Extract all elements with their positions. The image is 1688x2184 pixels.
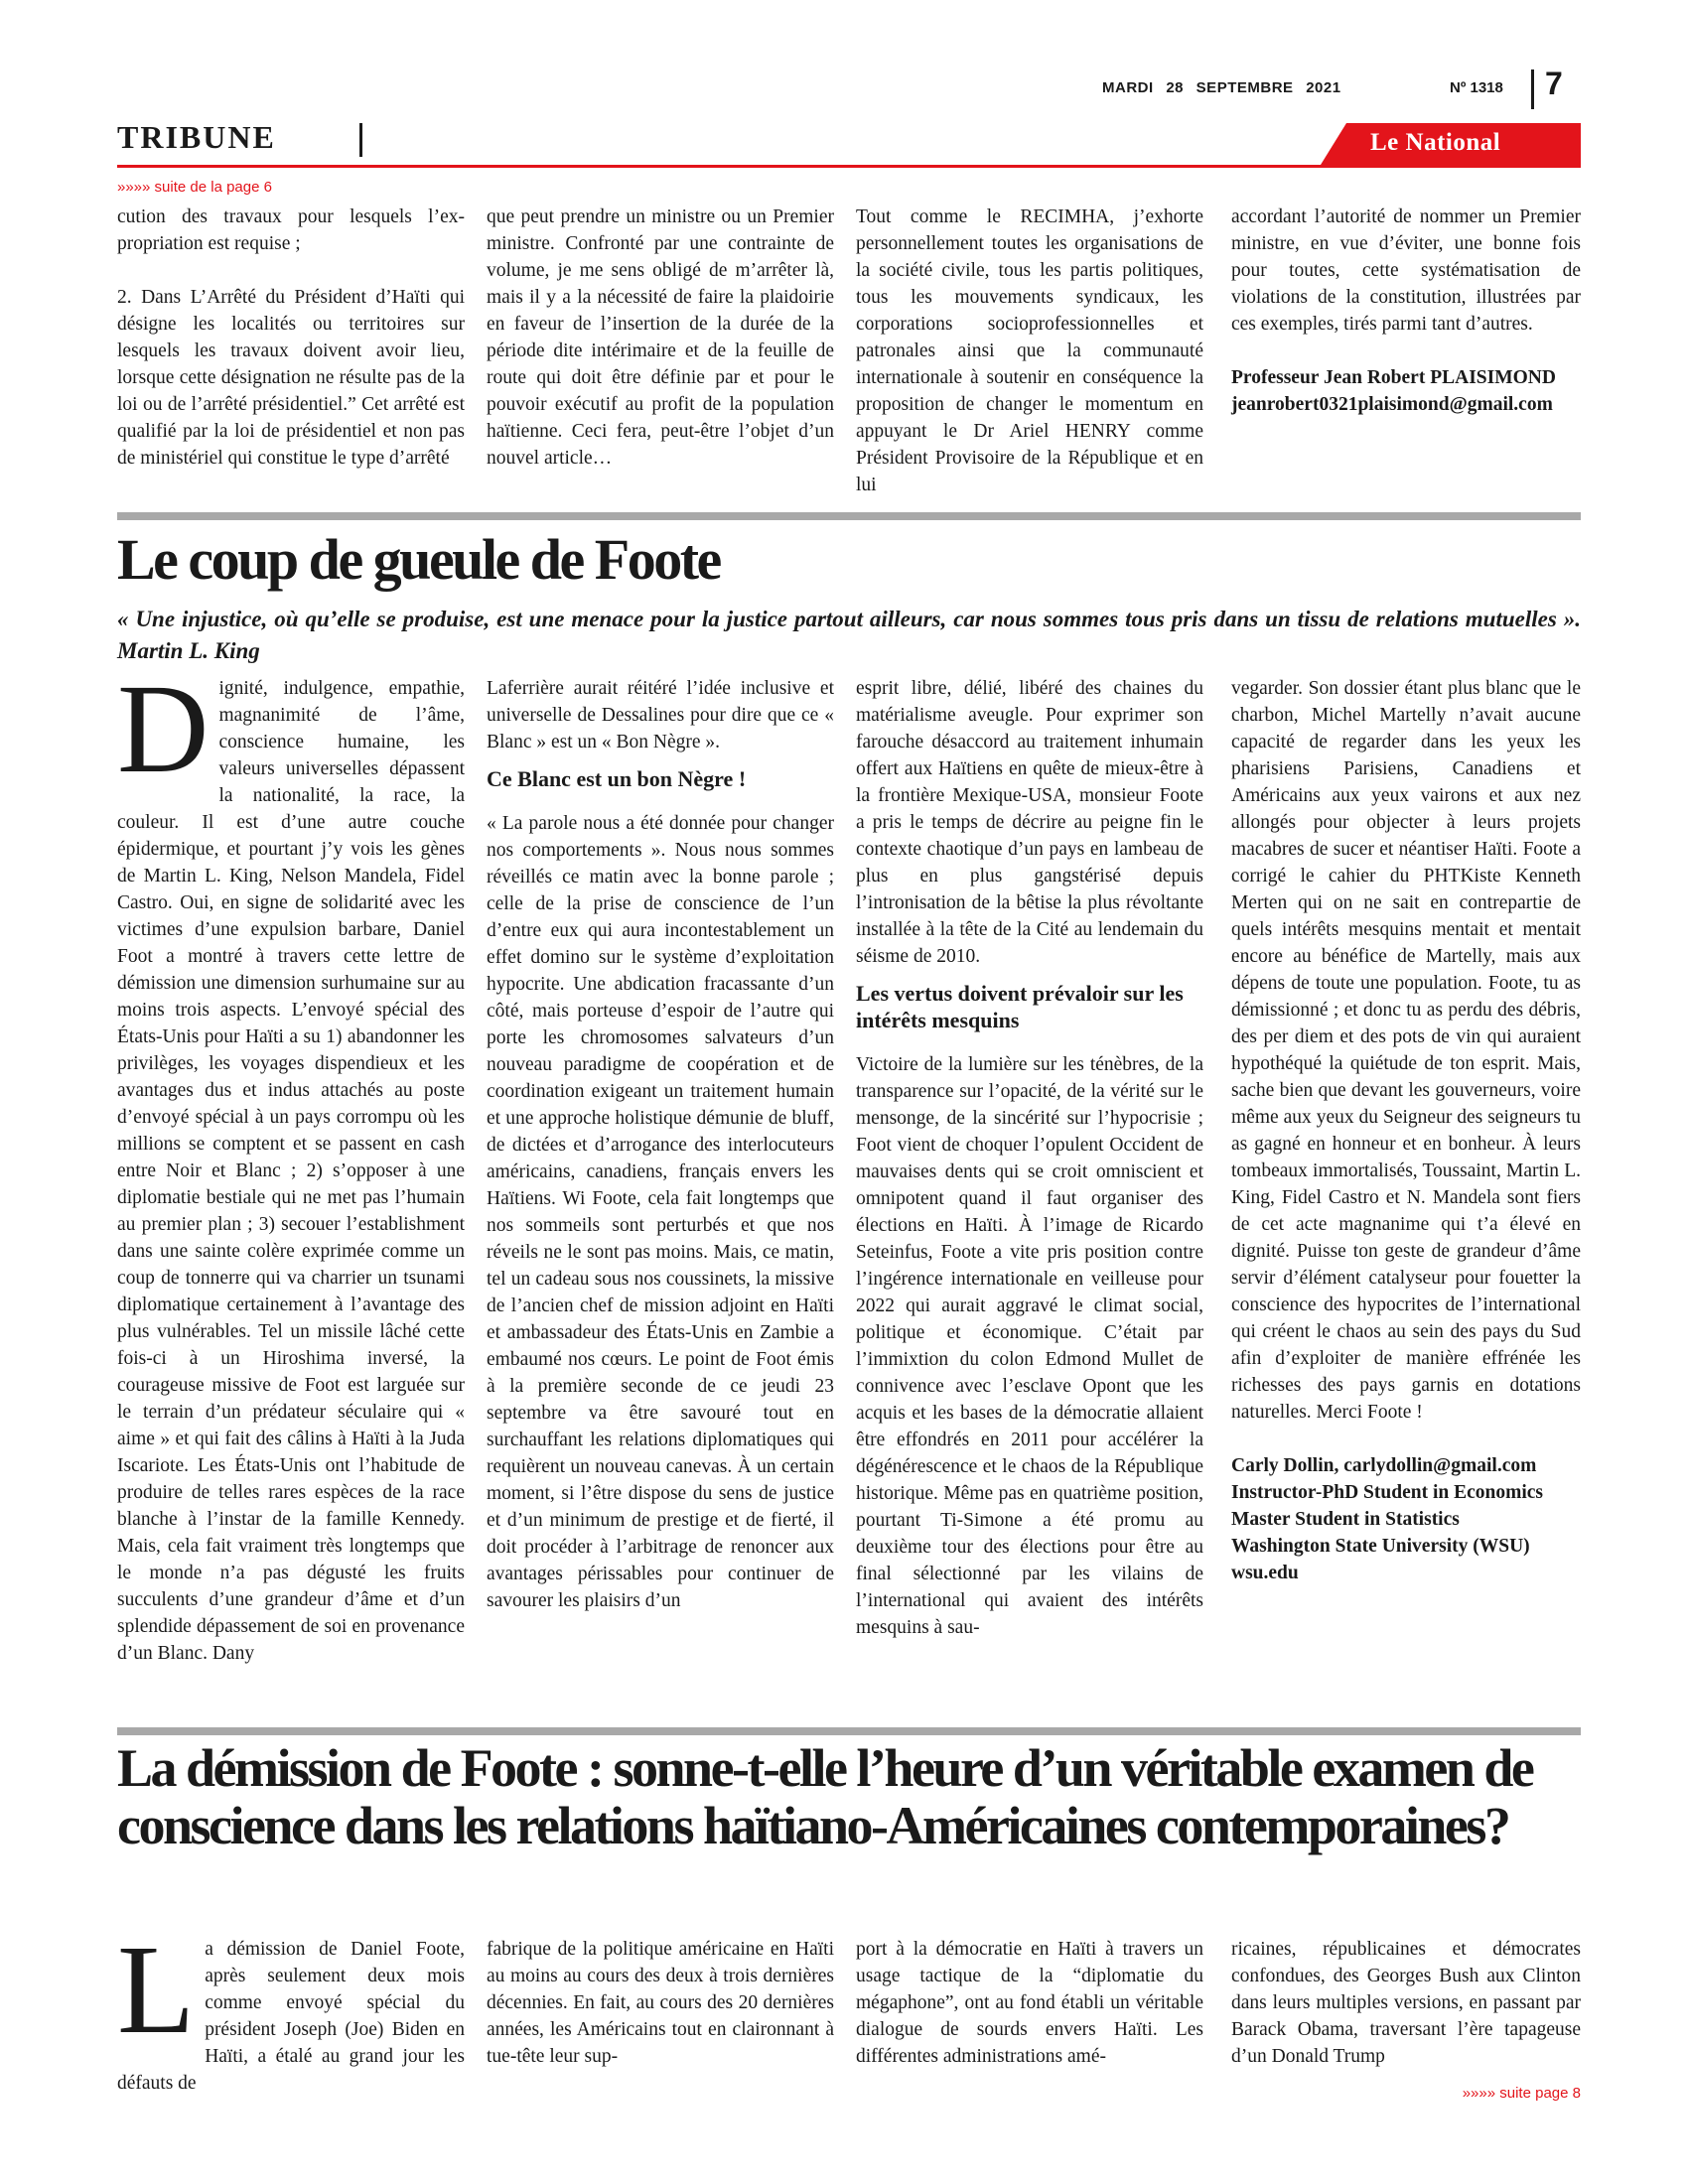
section-title: TRIBUNE: [117, 119, 276, 155]
paragraph: Victoire de la lumière sur les ténèbres, de la transparence sur l’opacité, de la vérité sur le mensonge, de la sincérité sur l’hypocrisie ; Foot vient de choquer l’opulent Occident de mauvaises dents qui se croit omniscient et omnipotent quand il faut organiser des élections en Haïti. À l’image de Ricardo Seteinfus, Foote a vite pris position contre l’ingérence internationale en veilleuse pour 2022 qui aurait aggravé le climat social, politique et économique. C’était par l’immixtion du colon Edmond Mullet de connivence avec l’esclave Opont que les acquis et les bases de la démocratie allaient être effondrés en 2011 pour accélérer la dégénérescence et le chaos de la République historique. Même pas en quatrième position, pourtant Ti-Simone a été promu au deuxième tour des élections pour être au final sélectionné par les vilains de l’international qui avaient des intérêts mesquins à sau-: [856, 1054, 1203, 1638]
paragraph: ricaines, républicaines et démocrates confondues, des Georges Bush aux Clinton dans leurs multiples versions, en passant par Barack Obama, traversant l’ère tapageuse d’un Donald Trump: [1231, 1939, 1581, 2067]
paragraph: cution des travaux pour lesquels l’ex-propriation est requise ;: [117, 206, 465, 254]
newspaper-name: Le National: [1370, 129, 1501, 156]
article2-column-1: [117, 1919, 465, 2097]
article-headline: La démission de Foote : sonne-t-elle l’heure d’un véritable examen de conscience dans les relations haïtiano-Américaines contemporaines?: [117, 1738, 1533, 1855]
paragraph: 2. Dans L’Arrêté du Président d’Haïti qui désigne les localités ou territoires sur lesquels les travaux doivent avoir lieu, lorsque cette désignation ne résulte pas de la loi ou de l’arrêté présidentiel.” Cet arrêté est qualifié par la loi de présidentiel et non pas de ministériel qui constitue le type d’arrêté: [117, 287, 465, 469]
author-title: Instructor-PhD Student in Economics: [1231, 1482, 1543, 1503]
paragraph: esprit libre, délié, libéré des chaines du matérialisme aveugle. Pour exprimer son farouche désaccord au traitement inhumain offert aux Haïtiens en quête de mieux-être à la frontière Mexique-USA, monsieur Foote a pris le temps de décrire au peigne fin le contexte chaotique d’un pays en lambeau de plus en plus gangstérisé depuis l’intronisation de la bêtise la plus révoltante installée à la tête de la Cité au lendemain du séisme de 2010.: [856, 678, 1203, 967]
paragraph: ignité, indulgence, empathie, magnanimité de l’âme, conscience humaine, les valeurs universelles dépassent la nationalité, la race, la couleur. Il est d’une autre couche épidermique, et pourtant j’y vois les gènes de Martin L. King, Nelson Mandela, Fidel Castro. Oui, en signe de solidarité avec les victimes d’une expulsion barbare, Daniel Foot a montré à travers cette lettre de démission une dimension surhumaine sur au moins trois aspects. L’envoyé spécial des États-Unis pour Haïti a su 1) abandonner les privilèges, les voyages dispendieux et les avantages dus et indus attachés au poste d’envoyé spécial à un pays corrompu où les millions se comptent et se passent en cash entre Noir et Blanc ; 2) s’opposer à une diplomatie bestiale qui ne met pas l’humain au premier plan ; 3) secouer l’establishment dans une sainte colère exprimée comme un coup de tonnerre qui va charrier un tsunami diplomatique certainement à l’avantage des plus vulnérables. Tel un missile lâché cette fois-ci à un Hiroshima inversé, la courageuse missive de Foot est larguée sur le terrain d’un prédateur séculaire qui « aime » et qui fait des câlins à Haïti à la Juda Iscariote. Les États-Unis ont l’habitude de produire de telles rares espèces de la race blanche à l’instar de la famille Kennedy. Mais, cela fait vraiment très longtemps que le monde n’a pas dégusté les fruits succulents d’une grandeur d’âme et d’un splendide dépassement de soi en provenance d’un Blanc. Dany: [117, 678, 465, 1664]
paragraph: fabrique de la politique américaine en Haïti au moins au cours des deux à trois dernières décennies. En fait, au cours des 20 dernières années, les Américains tout en claironnant à tue-tête leur sup-: [487, 1939, 834, 2067]
paragraph: que peut prendre un ministre ou un Premier ministre. Confronté par une contrainte de volume, je me sens obligé de m’arrêter là, mais il y a la nécessité de faire la plaidoirie en faveur de l’insertion de la durée de la période dite intérimaire et de la feuille de route qui doit être définie par et pour le pouvoir exécutif au profit de la population haïtienne. Ceci fera, peut-être l’objet d’un nouvel article…: [487, 206, 834, 469]
author-affiliation: Washington State University (WSU): [1231, 1536, 1530, 1557]
issue-number: Nº 1318: [1450, 79, 1503, 96]
paragraph: a démission de Daniel Foote, après seulement deux mois comme envoyé spécial du président Joseph (Joe) Biden en Haïti, a étalé au grand jour les défauts de: [117, 1939, 465, 2094]
author-signature: Professeur Jean Robert PLAISIMOND: [1231, 367, 1556, 388]
prev-article-column-2: [487, 204, 834, 472]
paragraph: port à la démocratie en Haïti à travers un usage tactique de la “diplomatie du mégaphone”, ont au fond établi un véritable dialogue de sourds envers Haïti. Les différentes administrations amé-: [856, 1939, 1203, 2067]
section-rule: [117, 512, 1581, 520]
author-signature: Carly Dollin, carlydollin@gmail.com: [1231, 1455, 1537, 1476]
continued-to-link[interactable]: »»»» suite page 8: [1462, 2085, 1581, 2102]
section-rule: [117, 1727, 1581, 1735]
article1-column-1: [117, 658, 465, 1667]
paragraph: vegarder. Son dossier étant plus blanc que le charbon, Michel Martelly n’avait aucune capacité de regarder dans les yeux les pharisiens Parisiens, Canadiens et Américains aux yeux vairons et aux nez allongés pour objecter à leurs projets macabres de sucer et néantiser Haïti. Foote a corrigé le cahier du PHTKiste Kenneth Merten qui on ne sait en contrepartie de quels intérêts mesquins mentait et mentait encore au bénéfice de Martelly, mais aux dépens de toute une population. Foote, tu as démissionné ; et donc tu as perdu des débris, des per diem et des pots de vin qui auraient hypothéqué la quiétude de ton esprit. Mais, sache bien que devant les gouverneurs, voire même aux yeux du Seigneur des seigneurs tu as gagné en honneur et en bonheur. À leurs tombeaux immortalisés, Toussaint, Martin L. King, Fidel Castro et N. Mandela sont fiers de cet acte magnanime qui t’a élevé en dignité. Puisse ton geste de grandeur d’âme servir d’élément catalyseur pour fouetter la conscience des hypocrites de l’international qui créent le chaos au sein des pays du Sud afin d’exploiter de manière effrénée les richesses des pays garnis en dotations naturelles. Merci Foote !: [1231, 678, 1581, 1423]
issue-date: MARDI 28 SEPTEMBRE 2021: [1102, 79, 1341, 96]
paragraph: Laferrière aurait réitéré l’idée inclusive et universelle de Dessalines pour dire que ce « Blanc » est un « Bon Nègre ».: [487, 678, 834, 752]
article1-column-3: [856, 675, 1203, 1641]
article2-column-3: [856, 1936, 1203, 2070]
article-headline: Le coup de gueule de Foote: [117, 527, 720, 592]
brand-banner-slant: [1321, 123, 1346, 165]
author-title: Master Student in Statistics: [1231, 1509, 1460, 1530]
article2-column-2: [487, 1936, 834, 2070]
author-website[interactable]: wsu.edu: [1231, 1563, 1299, 1583]
continued-from-link[interactable]: »»»» suite de la page 6: [117, 179, 272, 196]
paragraph: Tout comme le RECIMHA, j’exhorte personnellement toutes les organisations de la société civile, tous les partis politiques, tous les mouvements syndicaux, les corporations socioprofessionnelles et patronales ainsi que la communauté internationale à soutenir en conséquence la proposition de changer le momentum en appuyant le Dr Ariel HENRY comme Président Provisoire de la République et en lui: [856, 206, 1203, 495]
subheading: Les vertus doivent prévaloir sur les intérêts mesquins: [856, 981, 1184, 1032]
header-divider: [1531, 69, 1534, 109]
page-number: 7: [1545, 66, 1563, 101]
article1-column-2: [487, 675, 834, 1614]
drop-cap: D: [117, 658, 210, 799]
paragraph: « La parole nous a été donnée pour changer nos comportements ». Nous nous sommes réveillés ce matin avec la bonne parole ; celle de la prise de conscience de l’un d’entre eux qui aura incontestablement un effet domino sur le système d’exploitation hypocrite. Une abdication fracassante d’un côté, mais porteuse d’espoir de l’autre qui porte les chromosomes salvateurs d’un nouveau paradigme de coopération et de coordination exigeant un traitement humain et une approche holistique démunie de bluff, de dictées et d’arrogance des interlocuteurs américains, canadiens, français envers les Haïtiens. Wi Foote, cela fait longtemps que nos sommeils sont perturbés et que nos réveils ne le sont pas moins. Mais, ce matin, tel un cadeau sous nos coussinets, la missive de l’ancien chef de mission adjoint en Haïti et ambassadeur des États-Unis en Zambie a embaumé nos cœurs. Le point de Foot émis à la première seconde de ce jeudi 23 septembre va être savouré tout en surchauffant les relations diplomatiques qui requièrent un nouveau canevas. À un certain moment, si l’être dispose du sens de justice et d’un minimum de prestige et de fierté, il doit procéder à l’arbitrage de renoncer aux avantages périssables pour continuer de savourer les plaisirs d’un: [487, 813, 834, 1611]
subheading: Ce Blanc est un bon Nègre !: [487, 766, 747, 791]
section-divider: [359, 123, 362, 157]
article2-column-4: [1231, 1936, 1581, 2070]
prev-article-column-4: [1231, 204, 1581, 418]
paragraph: accordant l’autorité de nommer un Premier ministre, en vue d’éviter, une bonne fois pour toutes, cette systématisation de violations de la constitution, illustrées par ces exemples, tirés parmi tant d’autres.: [1231, 206, 1581, 335]
drop-cap: L: [117, 1919, 196, 2060]
header-rule: [117, 165, 1581, 168]
prev-article-column-3: [856, 204, 1203, 498]
article-epigraph: « Une injustice, où qu’elle se produise, est une menace pour la justice partout ailleurs, car nous sommes tous pris dans un tissu de relations mutuelles ». Martin L. King: [117, 607, 1581, 663]
article1-column-4: [1231, 675, 1581, 1586]
prev-article-column-1: [117, 204, 465, 472]
author-email[interactable]: jeanrobert0321plaisimond@gmail.com: [1231, 394, 1553, 415]
